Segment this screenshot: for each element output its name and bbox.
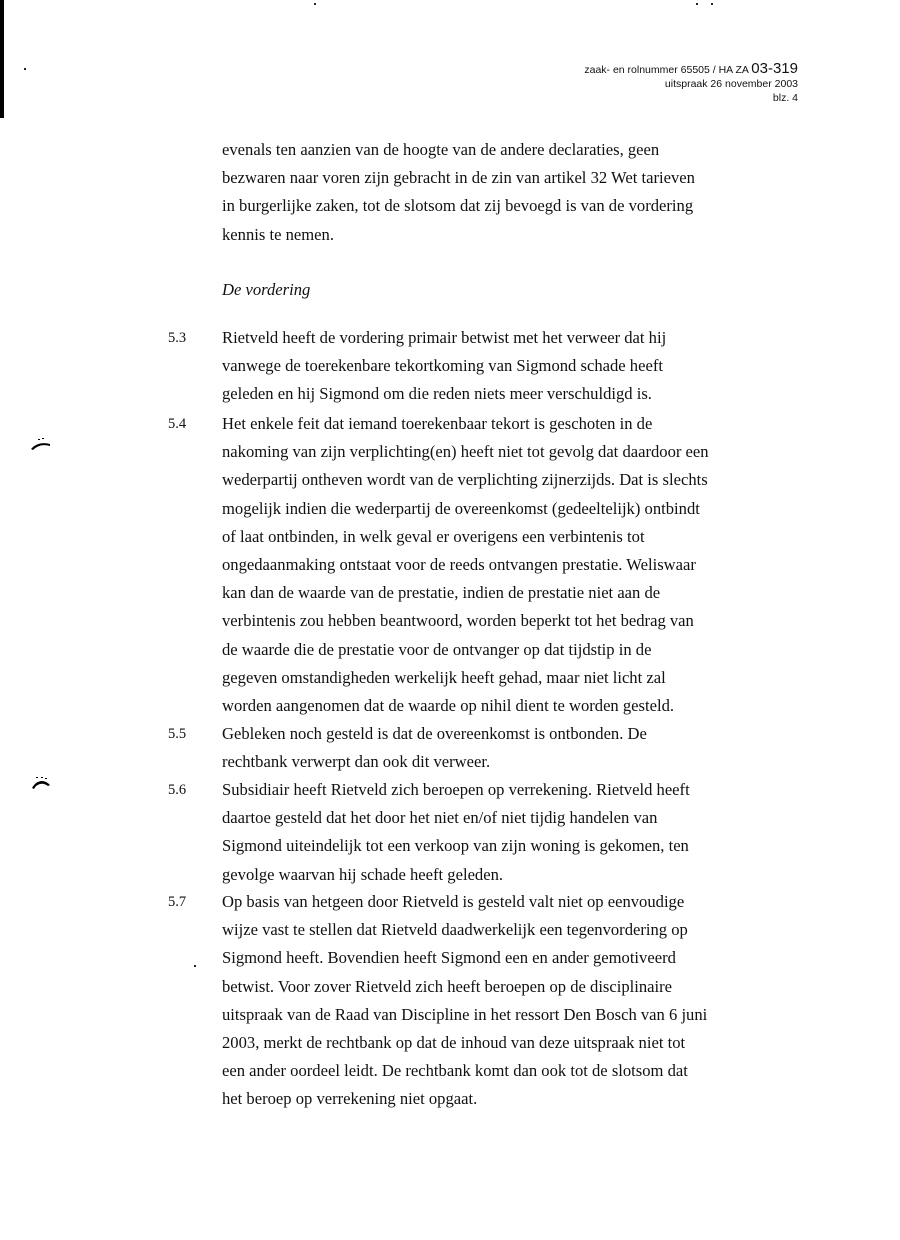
text-line: Rietveld heeft de vordering primair betwist met het verweer dat hij	[222, 328, 667, 347]
text-line: kan dan de waarde van de prestatie, indien de prestatie niet aan de	[222, 583, 661, 603]
text-line: een ander oordeel leidt. De rechtbank komt dan ook tot de slotsom dat	[222, 1061, 688, 1081]
paragraph-text	[222, 720, 804, 776]
scan-edge-line	[0, 0, 4, 118]
scan-speck	[711, 3, 713, 5]
text-line: Sigmond uiteindelijk tot een verkoop van zijn woning is gekomen, ten	[222, 836, 689, 856]
paragraph-text	[222, 324, 804, 409]
text-line: rechtbank verwerpt dan ook dit verweer.	[222, 752, 491, 772]
punch-mark-icon	[30, 777, 52, 789]
case-number-line	[584, 62, 798, 77]
scan-speck	[696, 3, 698, 5]
text-line: gegeven omstandigheden werkelijk heeft gehad, maar niet licht zal	[222, 667, 666, 687]
paragraph-5-7	[168, 888, 808, 1114]
paragraph-5-4	[168, 410, 808, 720]
ruling-date: uitspraak 26 november 2003	[664, 78, 798, 90]
text-line: betwist. Voor zover Rietveld zich heeft beroepen op de disciplinaire	[222, 976, 673, 996]
intro-paragraph	[222, 136, 802, 249]
paragraph-5-3	[168, 324, 808, 409]
text-line: Gebleken noch gesteld is dat de overeenkomst is ontbonden. De	[222, 724, 647, 743]
text-line: het beroep op verrekening niet opgaat.	[222, 1089, 478, 1109]
text-line: 2003, merkt de rechtbank op dat de inhoud van deze uitspraak niet tot	[222, 1033, 686, 1053]
text-line: of laat ontbinden, in welk geval er overigens een verbintenis tot	[222, 526, 645, 546]
paragraph-number: 5.7	[168, 894, 187, 910]
case-number: 03-319	[751, 60, 798, 77]
paragraph-text	[222, 410, 804, 720]
text-line: gevolge waarvan hij schade heeft geleden.	[222, 864, 504, 884]
text-line: vanwege de toerekenbare tekortkoming van Sigmond schade heeft	[222, 356, 663, 376]
text-line: daartoe gesteld dat het door het niet en/of niet tijdig handelen van	[222, 808, 658, 828]
paragraph-text	[222, 888, 804, 1114]
text-line: Op basis van hetgeen door Rietveld is gesteld valt niet op eenvoudige	[222, 892, 685, 911]
text-line: de waarde die de prestatie voor de ontvanger op dat tijdstip in de	[222, 639, 652, 659]
paragraph-text	[222, 776, 804, 889]
text-line: verbintenis zou hebben beantwoord, worden beperkt tot het bedrag van	[222, 611, 694, 631]
paragraph-5-5	[168, 720, 808, 776]
scan-speck	[24, 68, 26, 70]
text-line: in burgerlijke zaken, tot de slotsom dat zij bevoegd is van de vordering	[222, 196, 694, 216]
text-line: ongedaanmaking ontstaat voor de reeds ontvangen prestatie. Weliswaar	[222, 555, 696, 575]
text-line: worden aangenomen dat de waarde op nihil dient te worden gesteld.	[222, 696, 675, 716]
scan-speck	[314, 3, 316, 5]
text-line: Sigmond heeft. Bovendien heeft Sigmond een en ander gemotiveerd	[222, 948, 676, 968]
paragraph-5-6	[168, 776, 808, 889]
text-line: Het enkele feit dat iemand toerekenbaar tekort is geschoten in de	[222, 414, 653, 433]
punch-mark-icon	[30, 438, 52, 450]
case-prefix: zaak- en rolnummer 65505 / HA ZA	[584, 64, 749, 76]
paragraph-number: 5.5	[168, 726, 187, 742]
text-line: bezwaren naar voren zijn gebracht in de zin van artikel 32 Wet tarieven	[222, 168, 695, 188]
text-line: nakoming van zijn verplichting(en) heeft niet tot gevolg dat daardoor een	[222, 442, 709, 462]
text-line: geleden en hij Sigmond om die reden niets meer verschuldigd is.	[222, 384, 652, 404]
text-line: uitspraak van de Raad van Discipline in het ressort Den Bosch van 6 juni	[222, 1004, 708, 1024]
paragraph-number: 5.3	[168, 330, 187, 346]
text-line: wederpartij ontheven wordt van de verplichting zijnerzijds. Dat is slechts	[222, 470, 708, 490]
text-line: evenals ten aanzien van de hoogte van de andere declaraties, geen	[222, 140, 660, 159]
paragraph-number: 5.6	[168, 782, 187, 798]
document-header	[584, 62, 798, 105]
paragraph-number: 5.4	[168, 416, 187, 432]
text-line: mogelijk indien die wederpartij de overeenkomst (gedeeltelijk) ontbindt	[222, 498, 700, 518]
text-line: kennis te nemen.	[222, 224, 334, 244]
page-number: blz. 4	[772, 92, 798, 104]
text-line: wijze vast te stellen dat Rietveld daadwerkelijk een tegenvordering op	[222, 920, 688, 940]
section-heading: De vordering	[222, 280, 311, 299]
text-line: Subsidiair heeft Rietveld zich beroepen op verrekening. Rietveld heeft	[222, 780, 690, 799]
